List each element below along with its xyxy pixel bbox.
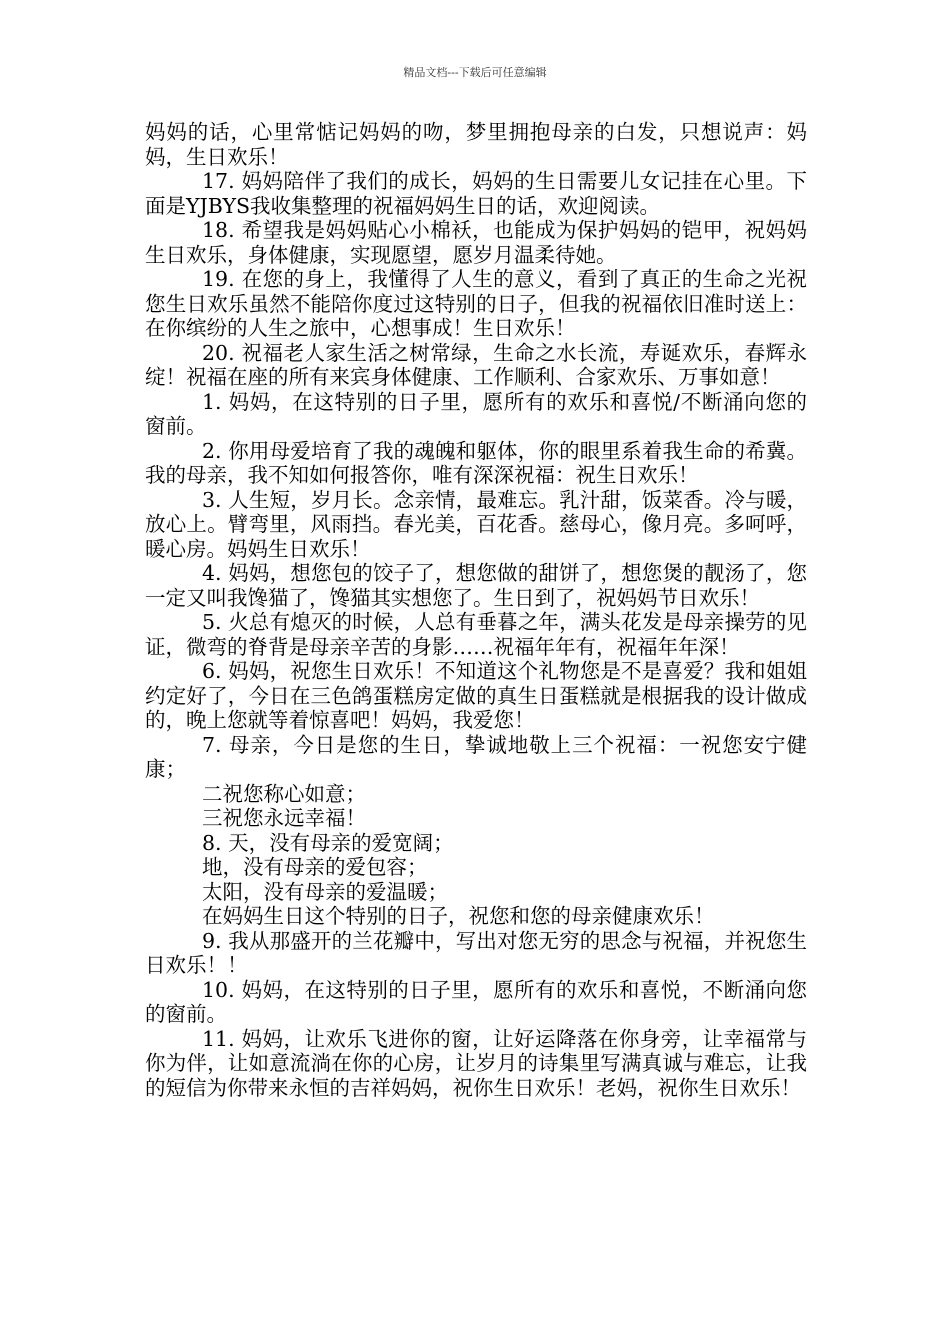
paragraph: 5. 火总有熄灭的时候，人总有垂暮之年，满头花发是母亲操劳的见证，微弯的脊背是母亲辛苦的身影……祝福年年有，祝福年年深！ <box>145 610 807 659</box>
page-header: 精品文档---下载后可任意编辑 <box>403 66 547 79</box>
paragraph: 1. 妈妈，在这特别的日子里，愿所有的欢乐和喜悦/不断涌向您的窗前。 <box>145 389 807 438</box>
paragraph: 17. 妈妈陪伴了我们的成长，妈妈的生日需要儿女记挂在心里。下面是YJBYS我收集整理的祝福妈妈生日的话，欢迎阅读。 <box>145 169 807 218</box>
document-body <box>145 120 807 1100</box>
paragraph: 19. 在您的身上，我懂得了人生的意义，看到了真正的生命之光祝您生日欢乐虽然不能陪你度过这特别的日子，但我的祝福依旧准时送上：在你缤纷的人生之旅中，心想事成！生日欢乐！ <box>145 267 807 340</box>
paragraph: 10. 妈妈，在这特别的日子里，愿所有的欢乐和喜悦，不断涌向您的窗前。 <box>145 977 807 1026</box>
paragraph: 9. 我从那盛开的兰花瓣中，写出对您无穷的思念与祝福，并祝您生日欢乐！！ <box>145 928 807 977</box>
paragraph: 20. 祝福老人家生活之树常绿，生命之水长流，寿诞欢乐，春辉永绽！祝福在座的所有来宾身体健康、工作顺利、合家欢乐、万事如意！ <box>145 340 807 389</box>
paragraph: 地，没有母亲的爱包容； <box>202 855 428 879</box>
paragraph: 二祝您称心如意； <box>202 781 366 806</box>
paragraph: 2. 你用母爱培育了我的魂魄和躯体，你的眼里系着我生命的希冀。我的母亲，我不知如何报答你，唯有深深祝福：祝生日欢乐！ <box>145 438 807 487</box>
paragraph: 太阳，没有母亲的爱温暖； <box>202 879 448 904</box>
paragraph: 6. 妈妈，祝您生日欢乐！不知道这个礼物您是不是喜爱？我和姐姐约定好了，今日在三色鸽蛋糕房定做的真生日蛋糕就是根据我的设计做成的，晚上您就等着惊喜吧！妈妈，我爱您！ <box>145 659 807 732</box>
paragraph: 7. 母亲，今日是您的生日，挚诚地敬上三个祝福：一祝您安宁健康； <box>145 732 807 781</box>
paragraph: 8. 天，没有母亲的爱宽阔； <box>202 830 454 855</box>
paragraph: 11. 妈妈，让欢乐飞进你的窗，让好运降落在你身旁，让幸福常与你为伴，让如意流淌在你的心房，让岁月的诗集里写满真诚与难忘，让我的短信为你带来永恒的吉祥妈妈，祝你生日欢乐！老妈，祝你生日欢乐！ <box>145 1026 807 1100</box>
paragraph: 18. 希望我是妈妈贴心小棉袄，也能成为保护妈妈的铠甲，祝妈妈生日欢乐，身体健康，实现愿望，愿岁月温柔待她。 <box>145 218 807 267</box>
paragraph: 4. 妈妈，想您包的饺子了，想您做的甜饼了，想您煲的靓汤了，您一定又叫我馋猫了，馋猫其实想您了。生日到了，祝妈妈节日欢乐！ <box>145 561 807 610</box>
paragraph: 3. 人生短，岁月长。念亲情，最难忘。乳汁甜，饭菜香。冷与暖，放心上。臂弯里，风雨挡。春光美，百花香。慈母心，像月亮。多呵呼，暖心房。妈妈生日欢乐！ <box>145 487 807 561</box>
paragraph: 三祝您永远幸福！ <box>202 806 366 830</box>
paragraph: 妈妈的话，心里常惦记妈妈的吻，梦里拥抱母亲的白发，只想说声：妈妈，生日欢乐！ <box>145 120 807 169</box>
paragraph: 在妈妈生日这个特别的日子，祝您和您的母亲健康欢乐！ <box>202 904 715 928</box>
